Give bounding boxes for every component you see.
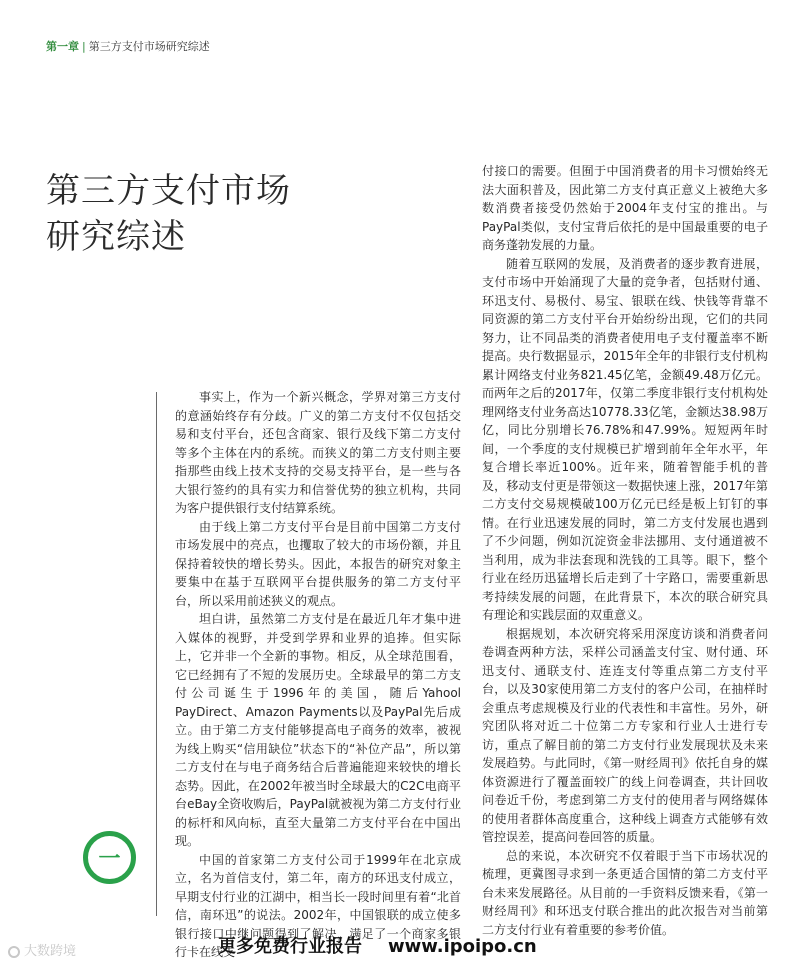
page-title xyxy=(46,168,291,260)
paragraph: 坦白讲，虽然第二方支付是在最近几年才集中进入媒体的视野，并受到学界和业界的追捧。但实际上，它并非一个全新的事物。相反，从全球范围看，它已经拥有了不短的发展历史。全球最早的第二方支付公司诞生于1996年的美国，随后Yahool PayDirect、Amazon Payments以及PayPal先后成立。由于第二方支付能够提高电子商务的效率，被视为线上购买“信用缺位”状态下的“补位产品”，所以第二方支付在与电子商务结合后普遍能迎来较快的增长态势。因此，在2002年被当时全球最大的C2C电商平台eBay全资收购后，PayPal就被视为第二方支付行业的标杆和风向标，直至大量第二方支付平台在中国出现。 xyxy=(175,612,461,848)
paragraph-continued: 付接口的需要。但囿于中国消费者的用卡习惯始终无法大面积普及，因此第二方支付真正意义上被绝大多数消费者接受仍然始于2004年支付宝的推出。与PayPal类似，支付宝背后依托的是中国最重要的电子商务蓬勃发展的力量。 xyxy=(482,164,768,252)
section-label: 第三方支付市场研究综述 xyxy=(88,40,210,53)
header-separator: | xyxy=(82,40,86,53)
watermark-logo xyxy=(8,940,76,959)
watermark-ring-icon xyxy=(8,946,20,958)
watermark-text: 大数跨境 xyxy=(24,944,77,959)
paragraph: 事实上，作为一个新兴概念，学界对第三方支付的意涵始终存有分歧。广义的第二方支付不仅包括交易和支付平台，还包含商家、银行及线下第二方支付等多个主体在内的系统。而狭义的第二方支付则主要指那些由线上技术支持的交易支持平台，是一些与各大银行签约的具有实力和信誉优势的独立机构，共同为客户提供银行支付结算系统。 xyxy=(175,390,461,515)
page-title-line-1: 第三方支付市场 xyxy=(46,171,291,211)
chapter-number-badge xyxy=(83,831,136,884)
paragraph: 总的来说，本次研究不仅着眼于当下市场状况的梳理，更冀图寻求到一条更适合国情的第二方支付平台未来发展路径。从目前的一手资料反馈来看，《第一财经周刊》和环迅支付联合推出的此次报告对当前第二方支付行业有着重要的参考价值。 xyxy=(482,848,768,937)
right-text-column xyxy=(482,162,768,939)
running-header xyxy=(46,40,210,54)
paragraph: 由于线上第二方支付平台是目前中国第二方支付市场发展中的亮点，也攫取了较大的市场份额，并且保持着较快的增长势头。因此，本报告的研究对象主要集中在基于互联网平台提供服务的第二方支付平台，所以采用前述狭义的观点。 xyxy=(175,519,461,608)
footer-banner-url[interactable]: www.ipoipo.cn xyxy=(388,936,537,957)
paragraph: 随着互联网的发展，及消费者的逐步教育进展，支付市场中开始涌现了大量的竞争者，包括财付通、环迅支付、易极付、易宝、银联在线、快钱等背靠不同资源的第二方支付平台开始纷纷出现，它们的共同努力，让不同品类的消费者使用电子支付覆盖率不断提高。央行数据显示，2015年全年的非银行支付机构累计网络支付业务821.45亿笔，金额49.48万亿元。而两年之后的2017年，仅第二季度非银行支付机构处理网络支付业务高达10778.33亿笔，金额达38.98万亿，同比分别增长76.78%和47.99%。短短两年时间，一个季度的支付规模已扩增到前年全年水平，年复合增长率近100%。近年来，随着智能手机的普及，移动支付更是带领这一数据快速上涨，2017年第二方支付交易规模破100万亿元已经是板上钉钉的事情。在行业迅速发展的同时，第二方支付发展也遇到了不少问题，例如沉淀资金非法挪用、支付通道被不当利用，成为非法套现和洗钱的工具等。眼下，整个行业在经历迅猛增长后走到了十字路口，需要重新思考持续发展的问题，在此背景下，本次的联合研究具有理论和实践层面的双重意义。 xyxy=(482,256,768,622)
footer-banner-text: 更多免费行业报告 xyxy=(218,936,362,957)
left-text-column xyxy=(175,388,461,962)
vertical-divider xyxy=(156,392,157,916)
chapter-label: 第一章 xyxy=(46,40,79,53)
paragraph: 根据规划，本次研究将采用深度访谈和消费者问卷调查两种方法，采样公司涵盖支付宝、财付通、环迅支付、通联支付、连连支付等重点第二方支付平台，以及30家使用第二方支付的客户公司，在抽样时会重点考虑规模及行业的代表性和丰富性。另外，研究团队将对近二十位第二方专家和行业人士进行专访，重点了解目前的第二方支付行业发展现状及未来发展趋势。与此同时，《第一财经周刊》依托自身的媒体资源进行了覆盖面较广的线上问卷调查，共计回收问卷近千份，考虑到第二方支付的使用者与网络媒体的使用者群体高度重合，这种线上调查方式能够有效管控误差，提高问卷回答的质量。 xyxy=(482,626,768,844)
footer-banner xyxy=(218,932,537,958)
chapter-number: 一 xyxy=(98,846,121,872)
page-title-line-2: 研究综述 xyxy=(46,217,186,257)
paragraph: 中国的首家第二方支付公司于1999年在北京成立，名为首信支付，第二年，南方的环迅支付成立，早期支付行业的江湖中，相当长一段时间里有着“北首信，南环迅”的说法。2002年，中国银联的成立使多银行接口中继问题得到了解决，满足了一个商家多银行卡在线支 xyxy=(175,852,461,959)
